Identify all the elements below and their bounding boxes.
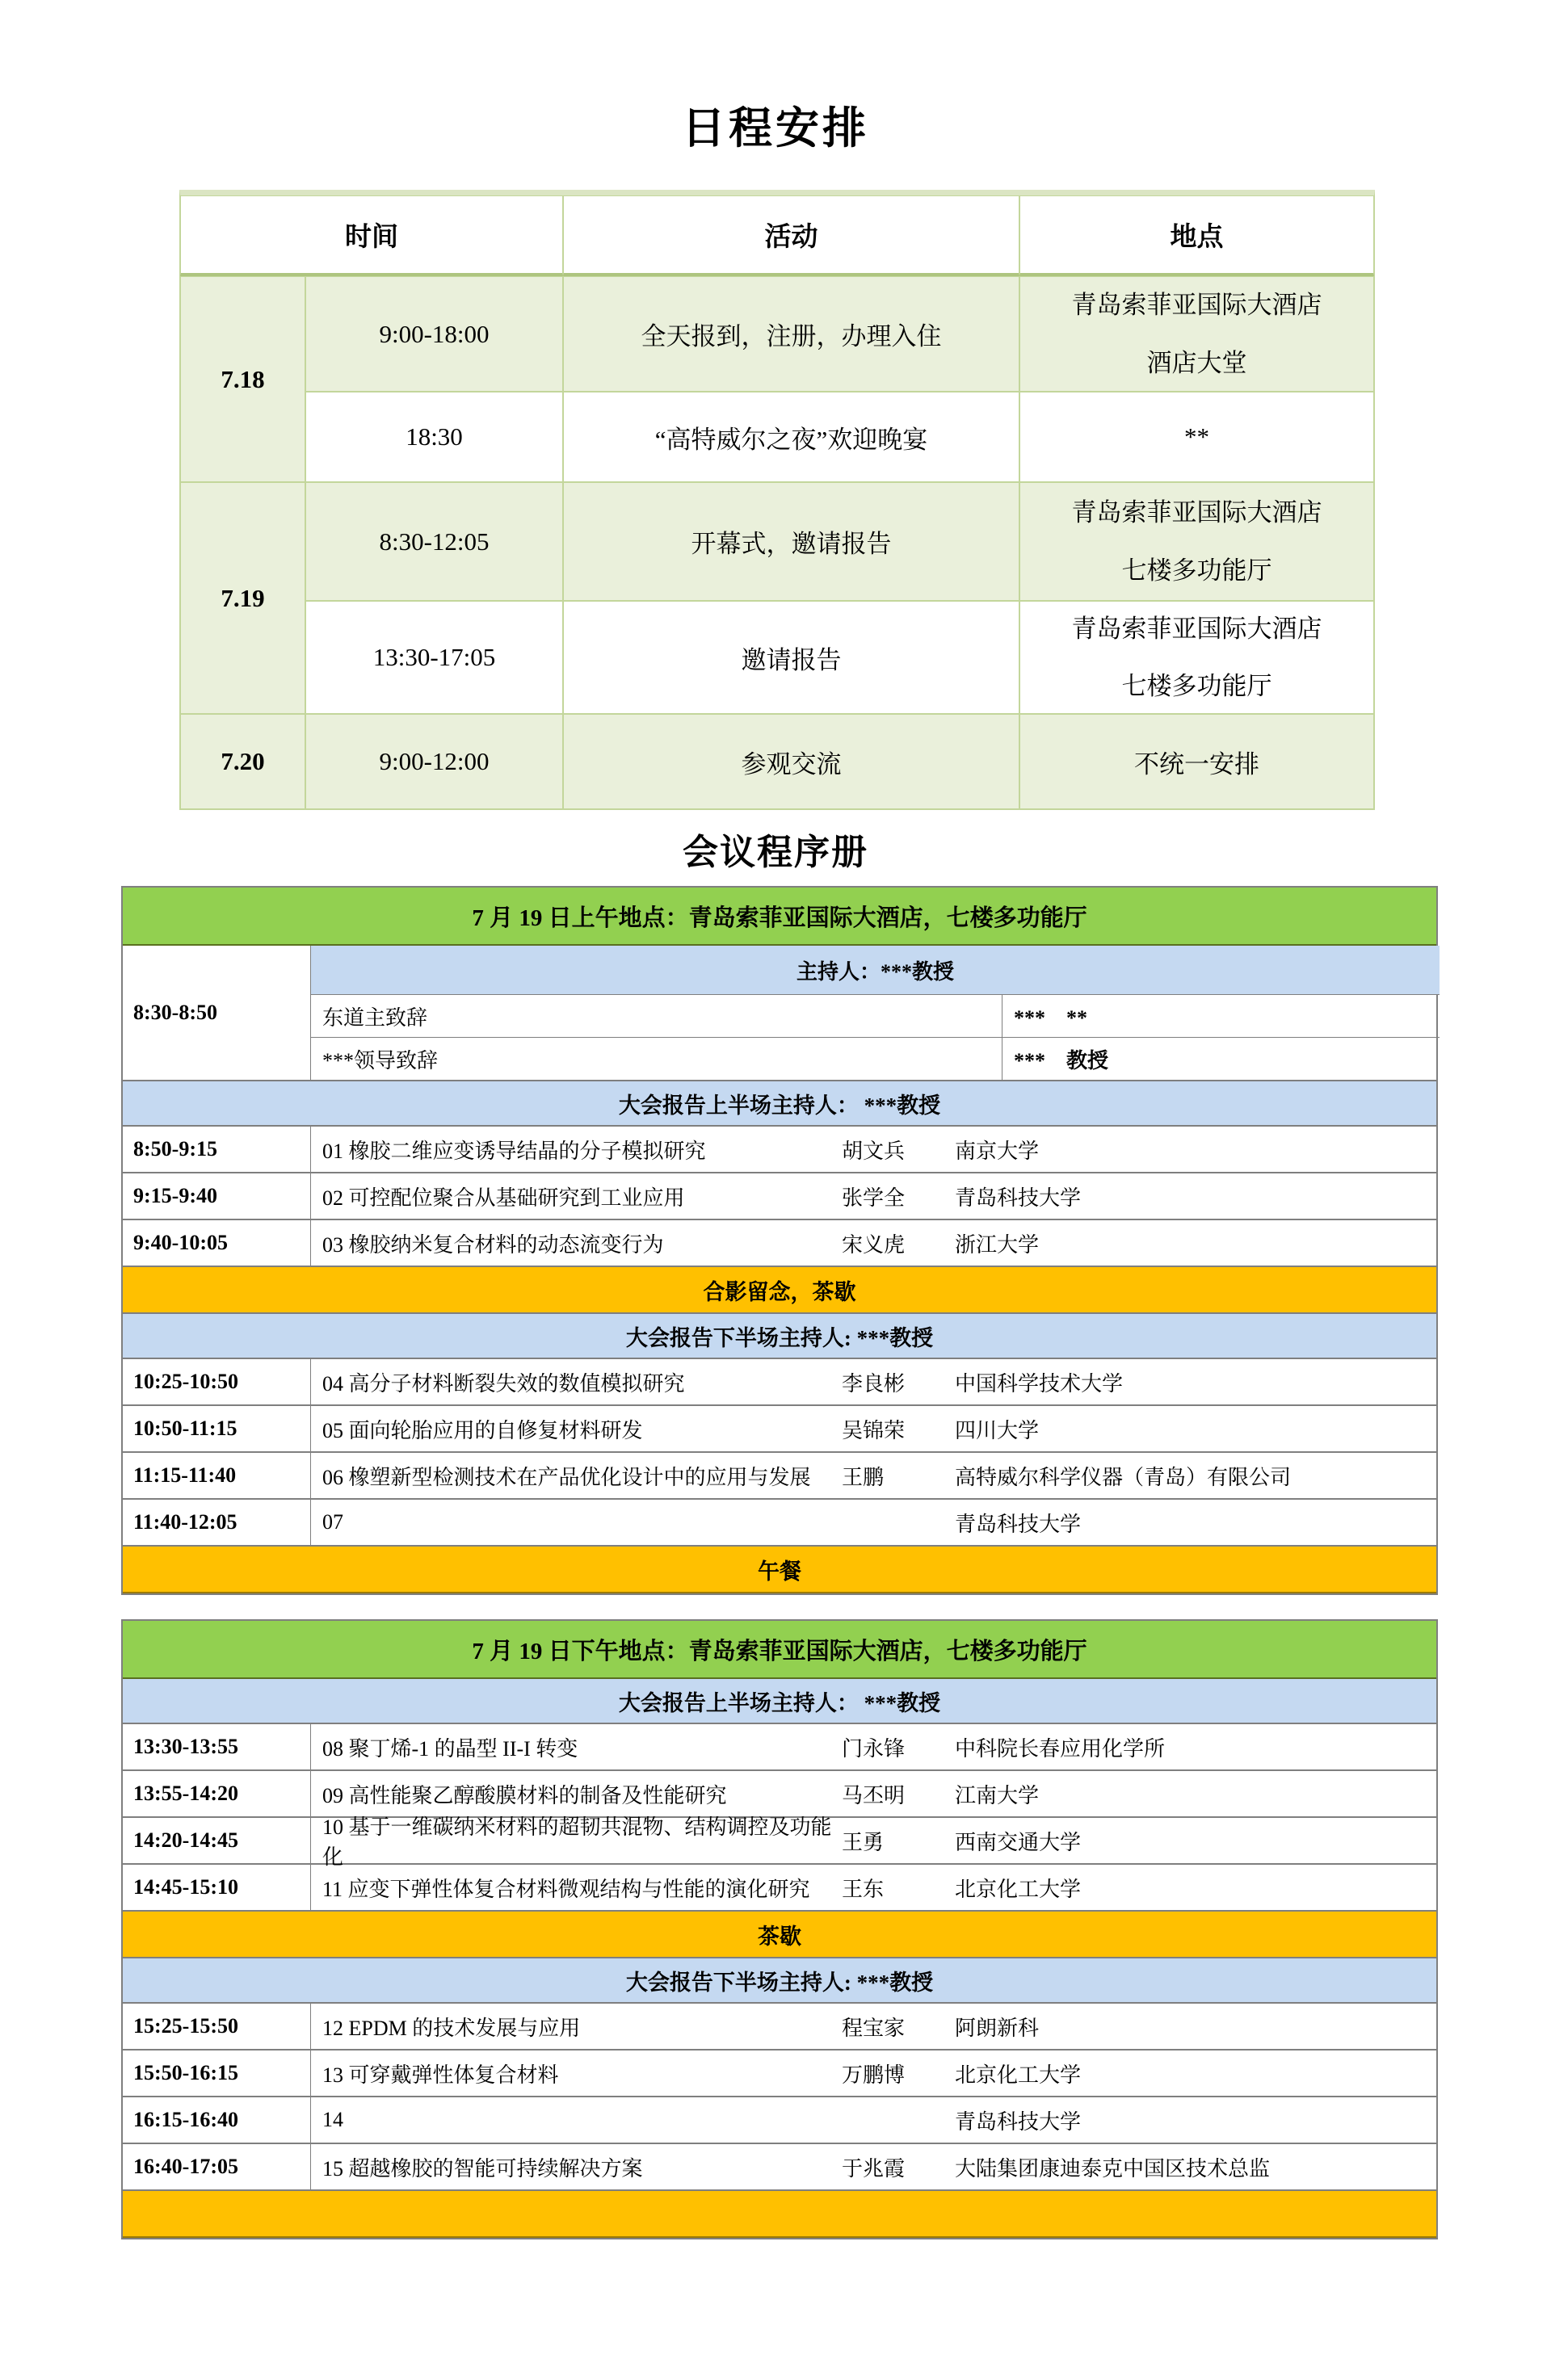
talk-speaker: 胡文兵 bbox=[842, 1139, 906, 1163]
talk-affiliation: 青岛科技大学 bbox=[955, 2109, 1082, 2134]
schedule-activity-cell: 参观交流 bbox=[563, 714, 1019, 809]
talk-title: 12 EPDM 的技术发展与应用 bbox=[322, 2016, 581, 2040]
talk-affiliation: 西南交通大学 bbox=[955, 1830, 1082, 1854]
talk-affiliation: 北京化工大学 bbox=[955, 2063, 1082, 2087]
photo-tea-break-banner: 合影留念，茶歇 bbox=[123, 1267, 1436, 1314]
time-cell: 9:40-10:05 bbox=[123, 1220, 311, 1266]
talk-row bbox=[123, 1500, 1436, 1547]
opening-item: 东道主致辞 bbox=[311, 994, 1002, 1037]
schedule-date-cell: 7.20 bbox=[180, 714, 305, 809]
talk-row bbox=[123, 1724, 1436, 1771]
talk-row bbox=[123, 1359, 1436, 1406]
talk-affiliation: 青岛科技大学 bbox=[955, 1186, 1082, 1210]
talk-row bbox=[123, 2050, 1436, 2097]
time-cell: 9:15-9:40 bbox=[123, 1173, 311, 1219]
talk-row bbox=[123, 1127, 1436, 1173]
schedule-activity-cell: “高特威尔之夜”欢迎晚宴 bbox=[563, 392, 1019, 482]
time-cell: 13:55-14:20 bbox=[123, 1771, 311, 1816]
schedule-date-cell: 7.19 bbox=[180, 482, 305, 714]
talk-speaker: 吴锦荣 bbox=[842, 1418, 906, 1442]
session2-host-row: 大会报告下半场主持人: ***教授 bbox=[123, 1958, 1436, 2004]
schedule-time-cell: 8:30-12:05 bbox=[305, 482, 563, 601]
talk-row bbox=[123, 1453, 1436, 1500]
talk-title: 05 面向轮胎应用的自修复材料研发 bbox=[322, 1418, 643, 1442]
talk-speaker: 王东 bbox=[842, 1877, 885, 1901]
morning-session-header: 7 月 19 日上午地点：青岛索菲亚国际大酒店，七楼多功能厅 bbox=[123, 888, 1436, 946]
talk-row bbox=[123, 2004, 1436, 2050]
schedule-table bbox=[179, 190, 1375, 810]
afternoon-session-header: 7 月 19 日下午地点：青岛索菲亚国际大酒店，七楼多功能厅 bbox=[123, 1621, 1436, 1679]
schedule-time-cell: 13:30-17:05 bbox=[305, 601, 563, 714]
time-cell: 8:30-8:50 bbox=[123, 946, 311, 1080]
talk-affiliation: 江南大学 bbox=[955, 1783, 1040, 1807]
talk-affiliation: 浙江大学 bbox=[955, 1232, 1040, 1257]
talk-row bbox=[123, 1220, 1436, 1267]
talk-title: 07 bbox=[322, 1510, 343, 1534]
location-line: 七楼多功能厅 bbox=[1121, 556, 1272, 585]
talk-speaker: 门永锋 bbox=[842, 1736, 906, 1761]
time-cell: 10:25-10:50 bbox=[123, 1359, 311, 1404]
talk-title: 02 可控配位聚合从基础研究到工业应用 bbox=[322, 1186, 685, 1210]
time-cell: 15:50-16:15 bbox=[123, 2050, 311, 2096]
talk-speaker: 万鹏博 bbox=[842, 2063, 906, 2087]
time-cell: 16:15-16:40 bbox=[123, 2097, 311, 2143]
talk-title: 13 可穿戴弹性体复合材料 bbox=[322, 2063, 559, 2087]
page-title: 日程安排 bbox=[682, 104, 869, 153]
time-cell: 16:40-17:05 bbox=[123, 2144, 311, 2189]
talk-speaker bbox=[842, 2097, 955, 2143]
talk-affiliation: 青岛科技大学 bbox=[955, 1512, 1082, 1536]
location-line: 青岛索菲亚国际大酒店 bbox=[1071, 291, 1322, 320]
time-cell: 8:50-9:15 bbox=[123, 1127, 311, 1172]
opening-item: ***领导致辞 bbox=[311, 1037, 1002, 1080]
time-cell: 15:25-15:50 bbox=[123, 2004, 311, 2049]
time-cell: 14:45-15:10 bbox=[123, 1865, 311, 1910]
talk-affiliation: 阿朗新科 bbox=[955, 2016, 1040, 2040]
talk-row bbox=[123, 1815, 1436, 1869]
opening-person: *** 教授 bbox=[1002, 1037, 1440, 1080]
program-title: 会议程序册 bbox=[683, 833, 868, 872]
schedule-location-cell: ** bbox=[1019, 392, 1374, 482]
time-cell: 13:30-13:55 bbox=[123, 1724, 311, 1769]
talk-row bbox=[123, 1865, 1436, 1912]
session1-host-row: 大会报告上半场主持人： ***教授 bbox=[123, 1679, 1436, 1724]
talk-speaker: 程宝家 bbox=[842, 2016, 906, 2040]
talk-row bbox=[123, 2097, 1436, 2144]
talk-title: 10 基于一维碳纳米材料的超韧共混物、结构调控及功能化 bbox=[322, 1815, 832, 1869]
afternoon-program-table bbox=[121, 1619, 1438, 2239]
schedule-activity-cell: 邀请报告 bbox=[563, 601, 1019, 714]
talk-affiliation: 中国科学技术大学 bbox=[955, 1371, 1124, 1396]
talk-speaker bbox=[842, 1500, 955, 1545]
tea-break-banner: 茶歇 bbox=[123, 1912, 1436, 1958]
talk-affiliation: 四川大学 bbox=[955, 1418, 1040, 1442]
schedule-location-cell: 不统一安排 bbox=[1019, 714, 1374, 809]
talk-affiliation: 南京大学 bbox=[955, 1139, 1040, 1163]
opening-block bbox=[123, 946, 1436, 1081]
talk-affiliation: 大陆集团康迪泰克中国区技术总监 bbox=[955, 2156, 1271, 2181]
time-cell: 14:20-14:45 bbox=[123, 1818, 311, 1863]
talk-title: 15 超越橡胶的智能可持续解决方案 bbox=[322, 2156, 643, 2181]
talk-speaker: 王鹏 bbox=[842, 1465, 885, 1489]
morning-program-table bbox=[121, 886, 1438, 1595]
schedule-header-activity: 活动 bbox=[563, 195, 1019, 276]
talk-title: 03 橡胶纳米复合材料的动态流变行为 bbox=[322, 1232, 664, 1257]
lunch-banner: 午餐 bbox=[123, 1547, 1436, 1593]
schedule-time-cell: 18:30 bbox=[305, 392, 563, 482]
opening-person: *** ** bbox=[1002, 994, 1440, 1037]
time-cell: 10:50-11:15 bbox=[123, 1406, 311, 1451]
talk-title: 01 橡胶二维应变诱导结晶的分子模拟研究 bbox=[322, 1139, 706, 1163]
schedule-activity-cell: 开幕式，邀请报告 bbox=[563, 482, 1019, 601]
talk-row bbox=[123, 1406, 1436, 1453]
schedule-date-cell: 7.18 bbox=[180, 276, 305, 482]
schedule-time-cell: 9:00-18:00 bbox=[305, 276, 563, 392]
talk-title: 04 高分子材料断裂失效的数值模拟研究 bbox=[322, 1371, 685, 1396]
talk-title: 06 橡塑新型检测技术在产品优化设计中的应用与发展 bbox=[322, 1465, 811, 1489]
talk-speaker: 王勇 bbox=[842, 1830, 885, 1854]
talk-affiliation: 中科院长春应用化学所 bbox=[955, 1736, 1166, 1761]
schedule-location-cell bbox=[1019, 482, 1374, 601]
schedule-header-location: 地点 bbox=[1019, 195, 1374, 276]
talk-row bbox=[123, 1173, 1436, 1220]
schedule-location-cell bbox=[1019, 276, 1374, 392]
talk-title: 08 聚丁烯-1 的晶型 II-I 转变 bbox=[322, 1736, 578, 1761]
location-line: 青岛索菲亚国际大酒店 bbox=[1071, 498, 1322, 527]
host-row: 主持人：***教授 bbox=[311, 946, 1440, 994]
talk-speaker: 马丕明 bbox=[842, 1783, 906, 1807]
time-cell: 11:15-11:40 bbox=[123, 1453, 311, 1498]
talk-speaker: 李良彬 bbox=[842, 1371, 906, 1396]
session2-host-row: 大会报告下半场主持人: ***教授 bbox=[123, 1314, 1436, 1359]
schedule-activity-cell: 全天报到，注册，办理入住 bbox=[563, 276, 1019, 392]
talk-affiliation: 北京化工大学 bbox=[955, 1877, 1082, 1901]
end-banner bbox=[123, 2191, 1436, 2238]
schedule-location-cell bbox=[1019, 601, 1374, 714]
location-line: 青岛索菲亚国际大酒店 bbox=[1071, 614, 1322, 643]
time-cell: 11:40-12:05 bbox=[123, 1500, 311, 1545]
talk-title: 09 高性能聚乙醇酸膜材料的制备及性能研究 bbox=[322, 1783, 727, 1807]
location-line: 酒店大堂 bbox=[1146, 348, 1247, 377]
talk-row bbox=[123, 2144, 1436, 2191]
talk-title: 14 bbox=[322, 2108, 343, 2131]
location-line: 七楼多功能厅 bbox=[1121, 672, 1272, 700]
talk-affiliation: 高特威尔科学仪器（青岛）有限公司 bbox=[955, 1465, 1292, 1489]
schedule-header-time: 时间 bbox=[180, 195, 563, 276]
talk-speaker: 张学全 bbox=[842, 1186, 906, 1210]
talk-title: 11 应变下弹性体复合材料微观结构与性能的演化研究 bbox=[322, 1877, 810, 1901]
talk-speaker: 宋义虎 bbox=[842, 1232, 906, 1257]
talk-speaker: 于兆霞 bbox=[842, 2156, 906, 2181]
schedule-time-cell: 9:00-12:00 bbox=[305, 714, 563, 809]
session1-host-row: 大会报告上半场主持人： ***教授 bbox=[123, 1081, 1436, 1127]
